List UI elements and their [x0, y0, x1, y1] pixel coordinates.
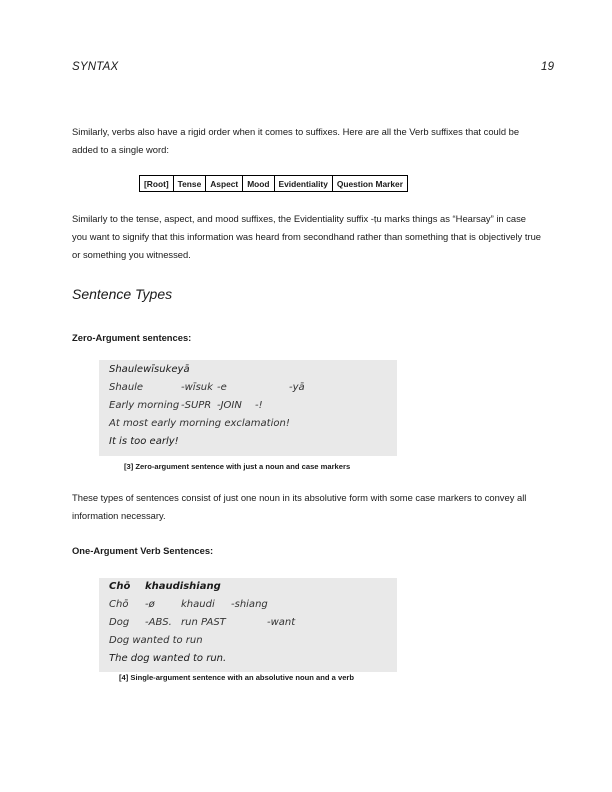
suffix-cell-aspect: Aspect — [206, 176, 243, 192]
gloss: -ABS. — [145, 617, 172, 628]
morpheme: khaudi — [181, 599, 215, 610]
gloss: Dog — [109, 617, 130, 628]
example-word: Chō — [109, 581, 131, 592]
literal-text: Dog wanted to run — [109, 635, 203, 646]
morpheme: -wīsuk — [181, 382, 213, 393]
section-heading: Sentence Types — [72, 286, 173, 302]
suffix-cell-question-marker: Question Marker — [332, 176, 407, 192]
one-argument-example-box — [99, 578, 397, 672]
evidentiality-paragraph: Similarly to the tense, aspect, and mood suffixes, the Evidentiality suffix -ṭu marks things as “Hearsay” in case you want to signify that this information was heard from secondhand rather than something that is objectively true or something you witnessed. — [72, 213, 542, 260]
literal-text: At most early morning exclamation! — [109, 418, 290, 429]
one-argument-label: One-Argument Verb Sentences: — [72, 545, 214, 556]
gloss: -! — [255, 400, 263, 411]
suffix-cell-root: [Root] — [140, 176, 174, 192]
suffix-cell-tense: Tense — [173, 176, 206, 192]
page-number: 19 — [541, 61, 555, 73]
running-header: SYNTAX — [72, 61, 119, 73]
morpheme: -shiang — [231, 599, 268, 610]
suffix-cell-mood: Mood — [243, 176, 274, 192]
example-word: Shaulewīsukeyā — [109, 364, 190, 375]
intro-paragraph: Similarly, verbs also have a rigid order when it comes to suffixes. Here are all the Verb suffixes that could be added to a single word: — [72, 126, 520, 155]
zero-argument-paragraph: These types of sentences consist of just one noun in its absolutive form with some case markers to convey all information necessary. — [72, 492, 527, 521]
morpheme: -ø — [145, 599, 155, 610]
verb-suffix-table — [139, 175, 408, 192]
gloss: -want — [267, 617, 296, 628]
zero-argument-label: Zero-Argument sentences: — [72, 332, 192, 343]
morpheme: -yā — [289, 382, 305, 393]
morpheme: -e — [217, 382, 227, 393]
zero-argument-example-box — [99, 360, 397, 456]
translation-text: The dog wanted to run. — [109, 653, 227, 664]
example-caption: [4] Single-argument sentence with an absolutive noun and a verb — [119, 673, 355, 682]
example-caption: [3] Zero-argument sentence with just a noun and case markers — [124, 462, 351, 471]
gloss: -JOIN — [217, 400, 242, 411]
gloss: Early morning — [109, 400, 180, 411]
translation-text: It is too early! — [109, 436, 179, 447]
suffix-cell-evidentiality: Evidentiality — [274, 176, 332, 192]
morpheme: Chō — [109, 599, 129, 610]
gloss: -SUPR — [181, 400, 212, 411]
example-word: khaudishiang — [145, 581, 221, 592]
morpheme: Shaule — [109, 382, 144, 393]
gloss: run PAST — [181, 617, 226, 628]
